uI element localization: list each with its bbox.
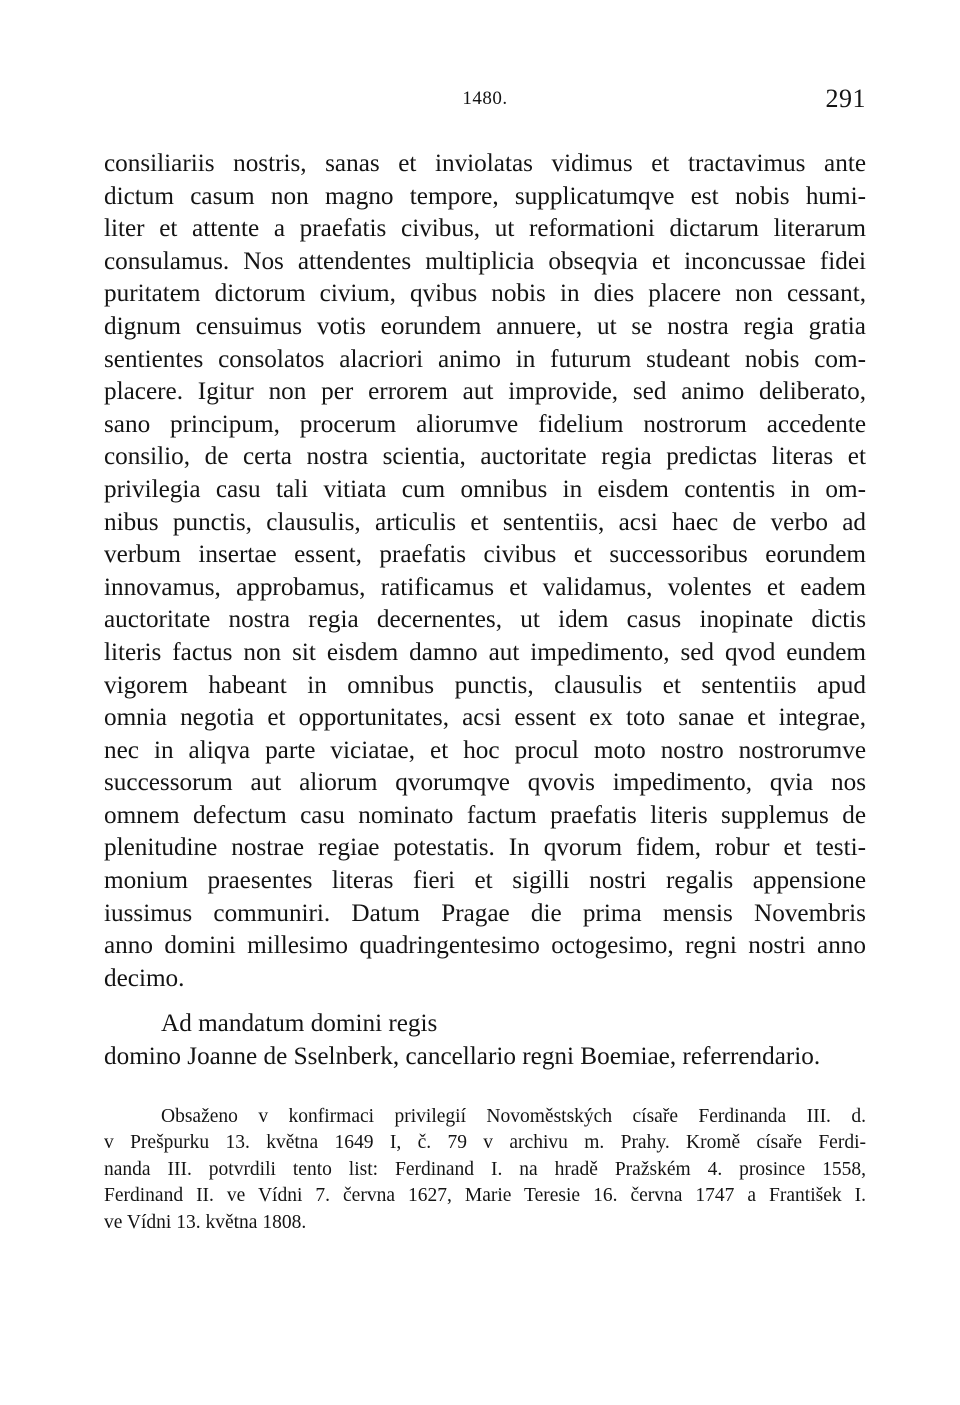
text-line: auctoritate nostra regia decernentes, ut idem casus inopinate dictis [104, 606, 866, 634]
page-header [104, 84, 866, 124]
text-line: decimo. [104, 964, 185, 992]
text-line: omnia negotia et opportunitates, acsi essent ex toto sanae et integrae, [104, 704, 866, 732]
signature-line-referendary: domino Joanne de Sselnberk, cancellario regni Boemiae, referrendario. [104, 1043, 821, 1071]
note-line: Ferdinand II. ve Vídni 7. června 1627, Marie Teresie 16. června 1747 a František I. [104, 1185, 866, 1207]
note-line: v Prešpurku 13. května 1649 I, č. 79 v archivu m. Prahy. Kromě císaře Ferdi- [104, 1132, 866, 1154]
text-line: nibus punctis, clausulis, articulis et sententiis, acsi haec de verbo ad [104, 508, 866, 536]
text-line: monium praesentes literas fieri et sigilli nostri regalis appensione [104, 867, 866, 895]
text-line: verbum insertae essent, praefatis civibus et successoribus eorundem [104, 541, 866, 569]
text-line: plenitudine nostrae regiae potestatis. In qvorum fidem, robur et testi- [104, 834, 866, 862]
text-line: anno domini millesimo quadringentesimo octogesimo, regni nostri anno [104, 932, 866, 960]
note-line: Obsaženo v konfirmaci privilegií Novoměstských císaře Ferdinanda III. d. [161, 1105, 866, 1127]
editorial-note [104, 1104, 866, 1237]
text-line: literis factus non sit eisdem damno aut impedimento, sed qvod eundem [104, 638, 866, 666]
signature-line-mandate: Ad mandatum domini regis [161, 1010, 438, 1038]
text-line: innovamus, approbamus, ratificamus et validamus, volentes et eadem [104, 573, 866, 601]
text-line: successorum aut aliorum qvorumqve qvovis impedimento, qvia nos [104, 769, 866, 797]
chancery-signature [104, 1008, 866, 1073]
text-line: sano principum, procerum aliorumve fidelium nostrorum accedente [104, 410, 866, 438]
text-line: puritatem dictorum civium, qvibus nobis in dies placere non cessant, [104, 280, 866, 308]
text-line: dictum casum non magno tempore, supplicatumqve est nobis humi- [104, 182, 866, 210]
text-line: placere. Igitur non per errorem aut improvide, sed animo deliberato, [104, 378, 866, 406]
note-line: ve Vídni 13. května 1808. [104, 1212, 307, 1233]
text-line: liter et attente a praefatis civibus, ut reformationi dictarum literarum [104, 215, 866, 243]
page-number: 291 [825, 84, 866, 113]
text-line: dignum censuimus votis eorundem annuere, ut se nostra regia gratia [104, 312, 866, 340]
text-line: privilegia casu tali vitiata cum omnibus in eisdem contentis in om- [104, 475, 866, 503]
text-line: iussimus communiri. Datum Pragae die prima mensis Novembris [104, 899, 866, 927]
text-line: omnem defectum casu nominato factum praefatis literis supplemus de [104, 801, 866, 829]
document-page [104, 84, 866, 1237]
note-line: nanda III. potvrdili tento list: Ferdinand I. na hradě Pražském 4. prosince 1558, [104, 1158, 866, 1180]
text-line: consilio, de certa nostra scientia, auctoritate regia predictas literas et [104, 443, 866, 471]
running-head-year: 1480. [462, 88, 508, 109]
text-line: consulamus. Nos attendentes multiplicia obseqvia et inconcussae fidei [104, 247, 866, 275]
charter-text [104, 148, 866, 995]
text-line: sentientes consolatos alacriori animo in futurum studeant nobis com- [104, 345, 866, 373]
text-line: vigorem habeant in omnibus punctis, clausulis et sententiis apud [104, 671, 866, 699]
text-line: consiliariis nostris, sanas et inviolatas vidimus et tractavimus ante [104, 150, 866, 177]
text-line: nec in aliqva parte viciatae, et hoc procul moto nostro nostrorumve [104, 736, 866, 764]
